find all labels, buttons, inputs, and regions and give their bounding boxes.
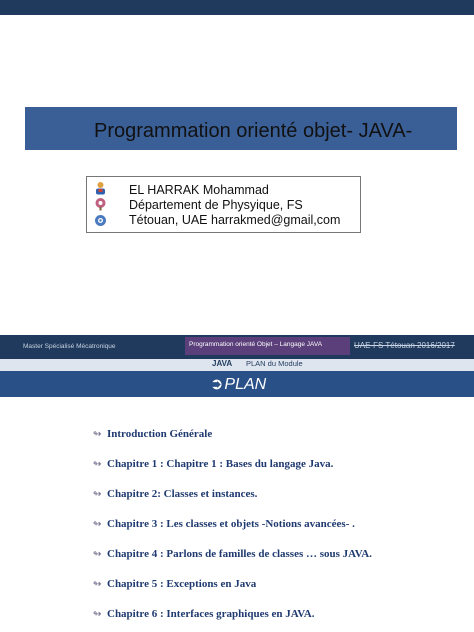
bullet-arrow-icon: ↬ bbox=[93, 459, 102, 470]
plan-item bbox=[93, 458, 333, 470]
author-location-email: Tétouan, UAE harrakmed@gmail,com bbox=[129, 213, 341, 227]
plan-item bbox=[93, 608, 314, 620]
institution-label: UAE-FS Tétouan 2016/2017 bbox=[354, 341, 455, 350]
location-pin-icon bbox=[93, 197, 107, 211]
author-name: EL HARRAK Mohammad bbox=[129, 183, 269, 197]
bullet-arrow-icon: ↬ bbox=[93, 429, 102, 440]
master-label: Master Spécialisé Mécatronique bbox=[23, 343, 116, 350]
plan-item bbox=[93, 428, 212, 440]
bullet-arrow-icon: ↬ bbox=[93, 609, 102, 620]
arrow-right-icon: ➲ bbox=[210, 376, 224, 393]
module-label: PLAN du Module bbox=[246, 359, 303, 368]
author-department: Département de Physyique, FS bbox=[129, 198, 303, 212]
plan-item-text: Chapitre 3 : Les classes et objets -Notions avancées- . bbox=[107, 518, 355, 530]
plan-item-text: Introduction Générale bbox=[107, 428, 213, 440]
plan-item-text: Chapitre 1 : Chapitre 1 : Bases du langage Java. bbox=[107, 458, 334, 470]
author-card bbox=[86, 176, 361, 233]
email-icon bbox=[93, 214, 107, 228]
plan-item bbox=[93, 578, 256, 590]
plan-title-text: PLAN bbox=[224, 376, 267, 393]
user-icon bbox=[93, 181, 107, 195]
bullet-arrow-icon: ↬ bbox=[93, 519, 102, 530]
plan-item bbox=[93, 518, 355, 530]
slide-top-bar bbox=[0, 0, 474, 15]
module-subbar bbox=[0, 359, 474, 371]
course-label: Programmation orienté Objet – Langage JAVA bbox=[189, 341, 323, 348]
plan-item-text: Chapitre 4 : Parlons de familles de classes … sous JAVA. bbox=[107, 548, 372, 560]
plan-heading bbox=[210, 374, 266, 394]
bullet-arrow-icon: ↬ bbox=[93, 549, 102, 560]
plan-item-text: Chapitre 5 : Exceptions en Java bbox=[107, 578, 257, 590]
bullet-arrow-icon: ↬ bbox=[93, 579, 102, 590]
plan-item bbox=[93, 488, 257, 500]
java-tag: JAVA bbox=[212, 359, 233, 368]
plan-item bbox=[93, 548, 372, 560]
plan-item-text: Chapitre 6 : Interfaces graphiques en JAVA. bbox=[107, 608, 315, 620]
slide-title: Programmation orienté objet- JAVA- bbox=[94, 120, 413, 142]
bullet-arrow-icon: ↬ bbox=[93, 489, 102, 500]
plan-item-text: Chapitre 2: Classes et instances. bbox=[107, 488, 258, 500]
